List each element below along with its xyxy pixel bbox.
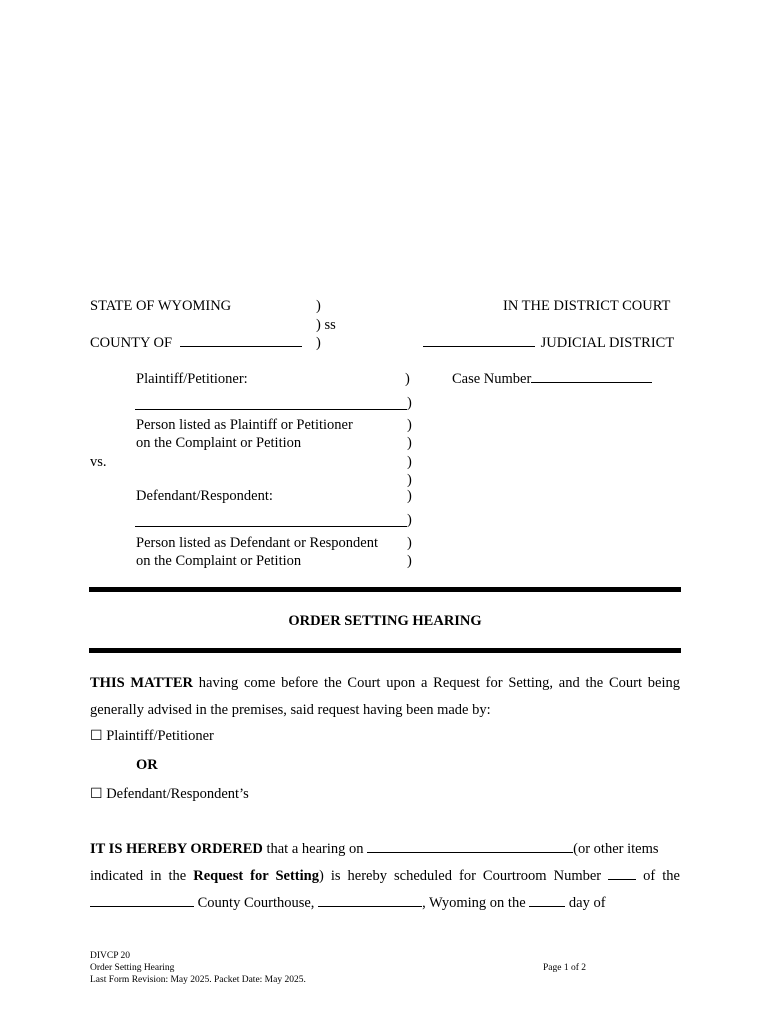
caption-paren: ): [407, 512, 412, 528]
district-blank[interactable]: [423, 345, 535, 347]
this-matter-text: having come before the Court upon a Request for Setting, and the Court being: [193, 675, 680, 691]
ordered-text: that a hearing on: [262, 841, 368, 857]
paragraph-this-matter: [90, 676, 680, 691]
footer-form-id: DIVCP 20: [90, 951, 131, 961]
day-blank[interactable]: [529, 905, 565, 907]
county-courthouse-blank[interactable]: [90, 905, 194, 907]
ordered-line1: [90, 842, 680, 857]
footer-revision: Last Form Revision: May 2025. Packet Date: May 2025.: [90, 975, 306, 985]
option-defendant-label: Defendant/Respondent’s: [106, 786, 249, 802]
defendant-label: Defendant/Respondent:: [136, 488, 273, 504]
wyoming-on-text: , Wyoming on the: [422, 895, 530, 911]
checkbox-icon[interactable]: ☐: [90, 728, 103, 744]
checkbox-icon[interactable]: ☐: [90, 786, 103, 802]
paragraph-this-matter-line2: generally advised in the premises, said request having been made by:: [90, 702, 491, 718]
option-plaintiff[interactable]: [90, 729, 214, 744]
footer-form-name: Order Setting Hearing: [90, 963, 175, 973]
county-line: [90, 336, 302, 351]
ordered-line2-end: of the: [636, 868, 680, 884]
courtroom-number-blank[interactable]: [608, 878, 636, 880]
this-matter-bold: THIS MATTER: [90, 675, 193, 691]
day-of-text: day of: [565, 895, 606, 911]
defendant-note: Person listed as Defendant or Respondent: [136, 535, 379, 551]
ordered-line2-mid: ) is hereby scheduled for Courtroom Number: [318, 868, 609, 884]
ordered-start: [90, 842, 659, 857]
case-number-line: [452, 372, 652, 387]
county-blank[interactable]: [180, 345, 302, 347]
bottom-rule: [89, 648, 681, 653]
plaintiff-note: on the Complaint or Petition: [136, 435, 302, 451]
ordered-line2-start: indicated in the: [90, 868, 194, 884]
ordered-line3: [90, 896, 606, 911]
plaintiff-name-blank[interactable]: [135, 409, 407, 410]
document-title: ORDER SETTING HEARING: [288, 613, 482, 629]
caption-paren: ): [407, 553, 412, 569]
caption-paren: ): [407, 472, 412, 488]
option-defendant[interactable]: [90, 787, 249, 802]
judicial-district-label: JUDICIAL DISTRICT: [540, 335, 675, 351]
caption-paren: ): [407, 535, 412, 551]
request-for-setting-bold: Request for Setting: [193, 868, 319, 884]
state-label: STATE OF WYOMING: [90, 298, 232, 314]
ordered-bold: IT IS HEREBY ORDERED: [90, 841, 263, 857]
top-rule: [89, 587, 681, 592]
caption-paren: ): [407, 454, 412, 470]
caption-paren: ): [407, 435, 412, 451]
plaintiff-note: Person listed as Plaintiff or Petitioner: [136, 417, 353, 433]
caption-paren: ): [405, 371, 410, 387]
ordered-line2: [90, 869, 680, 884]
ordered-tail: (or other items: [573, 841, 659, 857]
caption-paren: ): [407, 417, 412, 433]
case-number-blank[interactable]: [531, 381, 652, 383]
plaintiff-label: Plaintiff/Petitioner:: [136, 371, 248, 387]
case-number-label: Case Number: [452, 371, 532, 387]
city-blank[interactable]: [318, 905, 422, 907]
county-label: COUNTY OF: [90, 335, 173, 351]
court-label: IN THE DISTRICT COURT: [503, 298, 671, 314]
footer-page-number: Page 1 of 2: [543, 963, 587, 973]
caption-paren: ): [316, 335, 321, 351]
defendant-name-blank[interactable]: [135, 526, 407, 527]
caption-paren: ): [407, 395, 412, 411]
caption-paren: ): [316, 298, 321, 314]
vs-label: vs.: [90, 454, 107, 470]
caption-paren: ): [407, 488, 412, 504]
hearing-on-blank[interactable]: [367, 851, 573, 853]
option-plaintiff-label: Plaintiff/Petitioner: [106, 728, 214, 744]
or-label: OR: [136, 757, 158, 773]
defendant-note: on the Complaint or Petition: [136, 553, 302, 569]
ss-label: ) ss: [316, 317, 336, 333]
county-courthouse-text: County Courthouse,: [194, 895, 319, 911]
district-line: [423, 336, 674, 351]
